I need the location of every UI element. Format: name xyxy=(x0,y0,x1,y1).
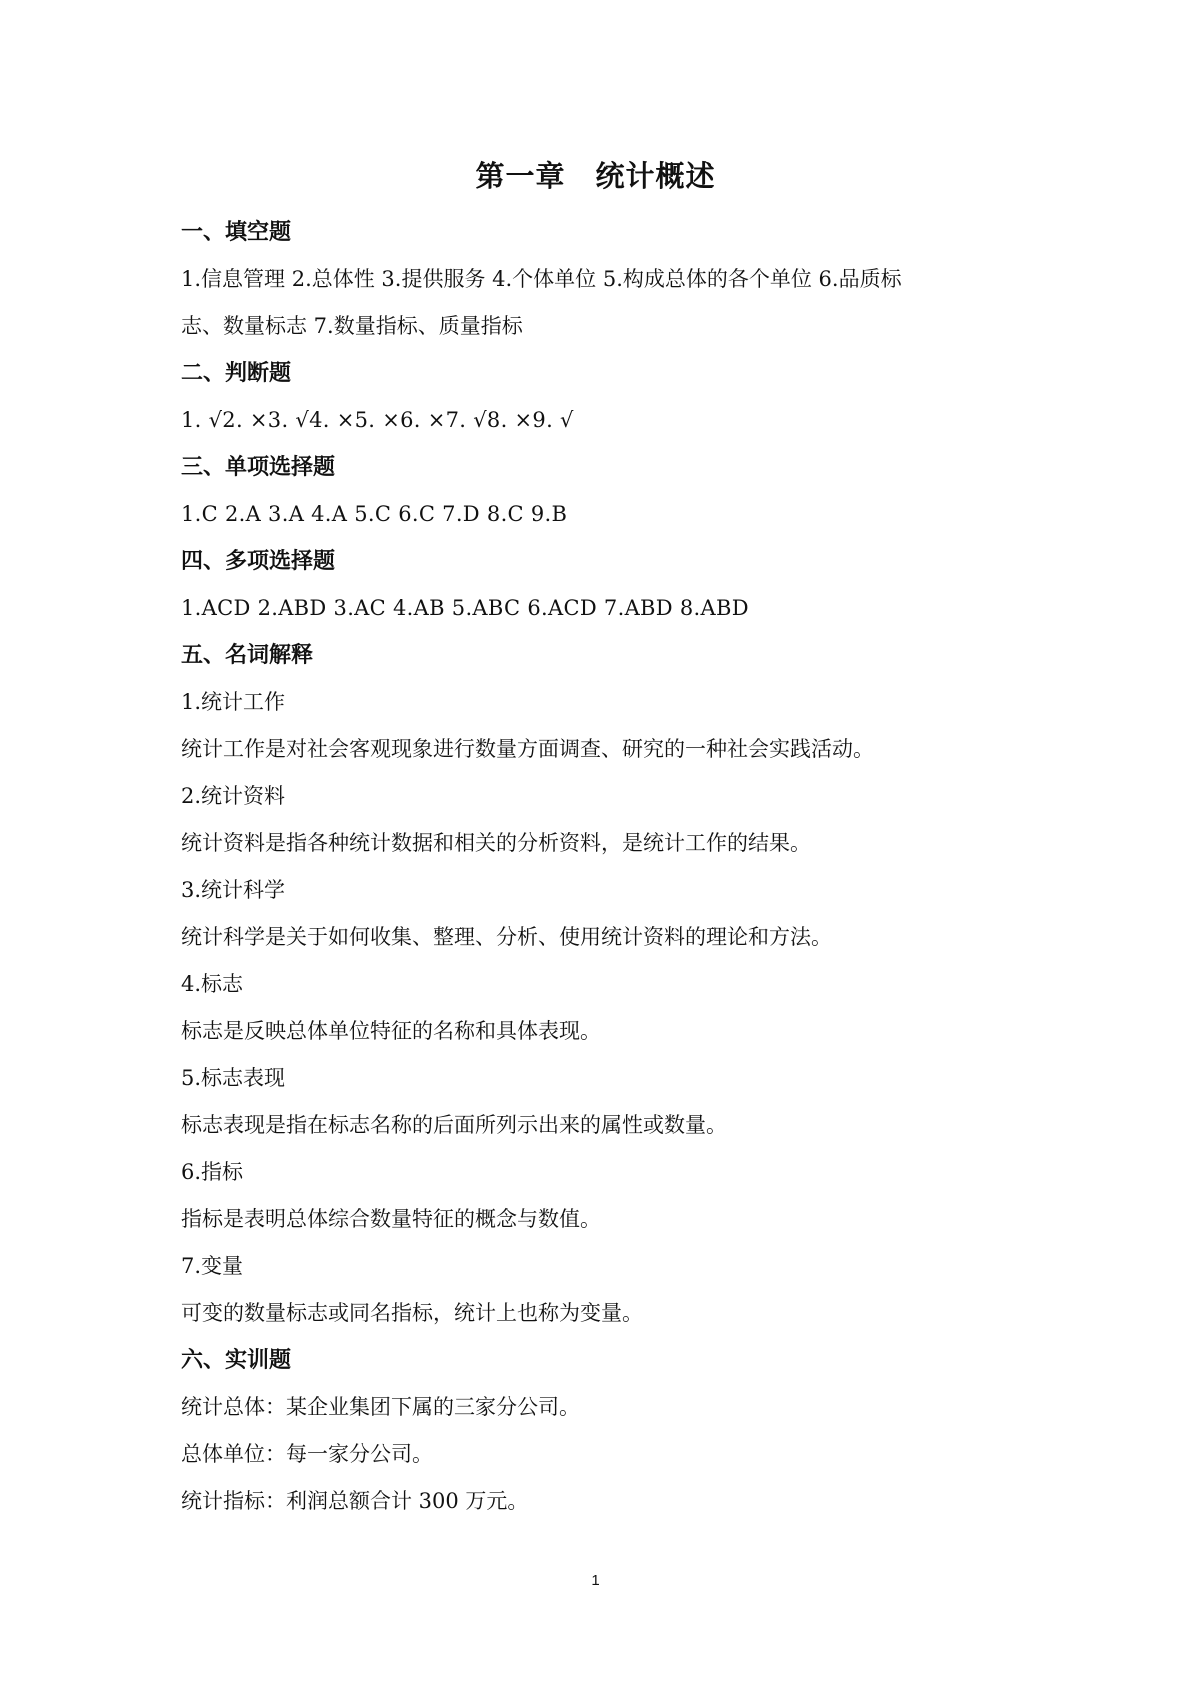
term-definition: 标志表现是指在标志名称的后面所列示出来的属性或数量。 xyxy=(181,1113,727,1137)
section-heading-practice: 六、实训题 xyxy=(181,1348,292,1373)
single-choice-answers: 1.C 2.A 3.A 4.A 5.C 6.C 7.D 8.C 9.B xyxy=(181,502,568,526)
term-definition: 统计资料是指各种统计数据和相关的分析资料，是统计工作的结果。 xyxy=(181,831,811,855)
term-definition: 指标是表明总体综合数量特征的概念与数值。 xyxy=(181,1207,601,1231)
term-definition: 统计工作是对社会客观现象进行数量方面调查、研究的一种社会实践活动。 xyxy=(181,737,874,761)
term-item xyxy=(181,867,1031,961)
term-definition: 可变的数量标志或同名指标，统计上也称为变量。 xyxy=(181,1301,643,1325)
term-item xyxy=(181,1243,1031,1337)
section-heading-terms: 五、名词解释 xyxy=(181,643,314,668)
section-heading-true-false: 二、判断题 xyxy=(181,361,292,386)
term-definition: 标志是反映总体单位特征的名称和具体表现。 xyxy=(181,1019,601,1043)
term-title: 4.标志 xyxy=(181,972,244,996)
term-item xyxy=(181,961,1031,1055)
page-number: 1 xyxy=(591,1572,600,1589)
chapter-content xyxy=(181,209,1031,1525)
term-item xyxy=(181,773,1031,867)
true-false-answers: 1. √2. ×3. √4. ×5. ×6. ×7. √8. ×9. √ xyxy=(181,408,574,432)
multiple-choice-answers: 1.ACD 2.ABD 3.AC 4.AB 5.ABC 6.ACD 7.ABD 8.ABD xyxy=(181,596,749,620)
section-heading-fill-blank: 一、填空题 xyxy=(181,220,292,245)
section-heading-multiple-choice: 四、多项选择题 xyxy=(181,549,336,574)
term-item xyxy=(181,1055,1031,1149)
practice-line: 统计指标：利润总额合计 300 万元。 xyxy=(181,1489,529,1513)
term-title: 5.标志表现 xyxy=(181,1066,286,1090)
fill-blank-answers-line-1: 1.信息管理 2.总体性 3.提供服务 4.个体单位 5.构成总体的各个单位 6.品质标 xyxy=(181,267,902,291)
term-title: 7.变量 xyxy=(181,1254,244,1278)
term-item xyxy=(181,1149,1031,1243)
term-title: 1.统计工作 xyxy=(181,690,286,714)
term-title: 6.指标 xyxy=(181,1160,244,1184)
term-title: 3.统计科学 xyxy=(181,878,286,902)
section-heading-single-choice: 三、单项选择题 xyxy=(181,455,336,480)
term-definition: 统计科学是关于如何收集、整理、分析、使用统计资料的理论和方法。 xyxy=(181,925,832,949)
term-item xyxy=(181,679,1031,773)
practice-line: 统计总体：某企业集团下属的三家分公司。 xyxy=(181,1395,580,1419)
practice-line: 总体单位：每一家分公司。 xyxy=(181,1442,433,1466)
fill-blank-answers-line-2: 志、数量标志 7.数量指标、质量指标 xyxy=(181,314,523,338)
chapter-title: 第一章 统计概述 xyxy=(475,159,716,193)
term-title: 2.统计资料 xyxy=(181,784,286,808)
